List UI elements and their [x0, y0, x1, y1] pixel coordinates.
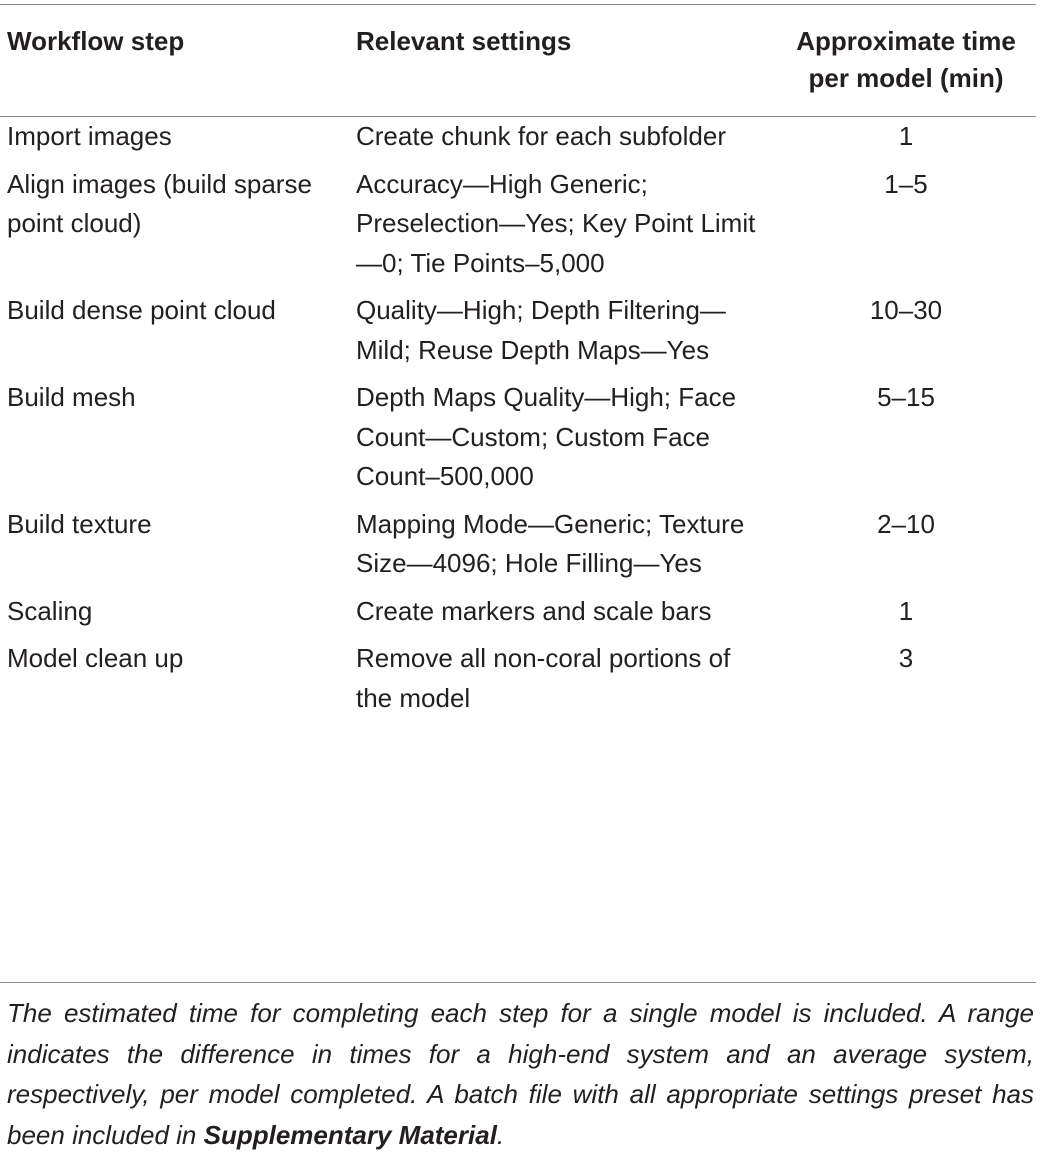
supplementary-material-label: Supplementary Material — [203, 1119, 497, 1150]
table-row — [0, 592, 1036, 640]
cell-step: Align images (build sparse point cloud) — [7, 168, 312, 238]
footnote-text: The estimated time for completing each step for a single model is included. A range indicates the difference in times for a high-end system and an average system, respectively, per model completed. A batch file with all appropriate settings preset has been included in — [7, 998, 1034, 1150]
table-row — [0, 505, 1036, 592]
table-top-rule — [0, 4, 1036, 5]
cell-time: 1 — [898, 121, 914, 151]
cell-step: Build mesh — [7, 382, 136, 412]
cell-time: 2–10 — [877, 508, 935, 539]
header-approximate-time: Approximate time per model (min) — [796, 26, 1016, 93]
cell-settings: Remove all non-coral portions of the model — [356, 643, 731, 713]
cell-time: 5–15 — [877, 382, 935, 412]
cell-step: Build texture — [7, 508, 152, 539]
cell-time: 1–5 — [884, 168, 928, 199]
cell-settings: Create chunk for each subfolder — [356, 121, 726, 151]
table-row — [0, 165, 1036, 292]
header-workflow-step: Workflow step — [7, 26, 185, 56]
footnote-end: . — [496, 1119, 505, 1150]
cell-step: Scaling — [7, 595, 93, 626]
cell-time: 3 — [898, 643, 914, 673]
cell-step: Model clean up — [7, 643, 184, 673]
header-relevant-settings: Relevant settings — [356, 26, 572, 56]
cell-settings: Mapping Mode—Generic; Texture Size—4096; Hole Filling—Yes — [356, 508, 745, 578]
table-row — [0, 378, 1036, 505]
cell-settings: Create markers and scale bars — [356, 595, 712, 626]
table-row — [0, 639, 1036, 726]
cell-step: Import images — [7, 121, 172, 151]
table-bottom-rule — [0, 982, 1036, 983]
table-footnote — [7, 993, 1034, 1155]
table-header-row — [0, 0, 1036, 97]
cell-step: Build dense point cloud — [7, 295, 276, 325]
table-header-rule — [0, 116, 1036, 117]
cell-time: 10–30 — [869, 295, 943, 325]
cell-settings: Accuracy—High Generic; Preselection—Yes; Key Point Limit—0; Tie Points–5,000 — [356, 168, 756, 278]
cell-time: 1 — [898, 595, 914, 626]
cell-settings: Quality—High; Depth Filtering—Mild; Reuse Depth Maps—Yes — [356, 295, 726, 365]
table-row — [0, 117, 1036, 165]
cell-settings: Depth Maps Quality—High; Face Count—Custom; Custom Face Count–500,000 — [356, 382, 737, 491]
table-row — [0, 291, 1036, 378]
